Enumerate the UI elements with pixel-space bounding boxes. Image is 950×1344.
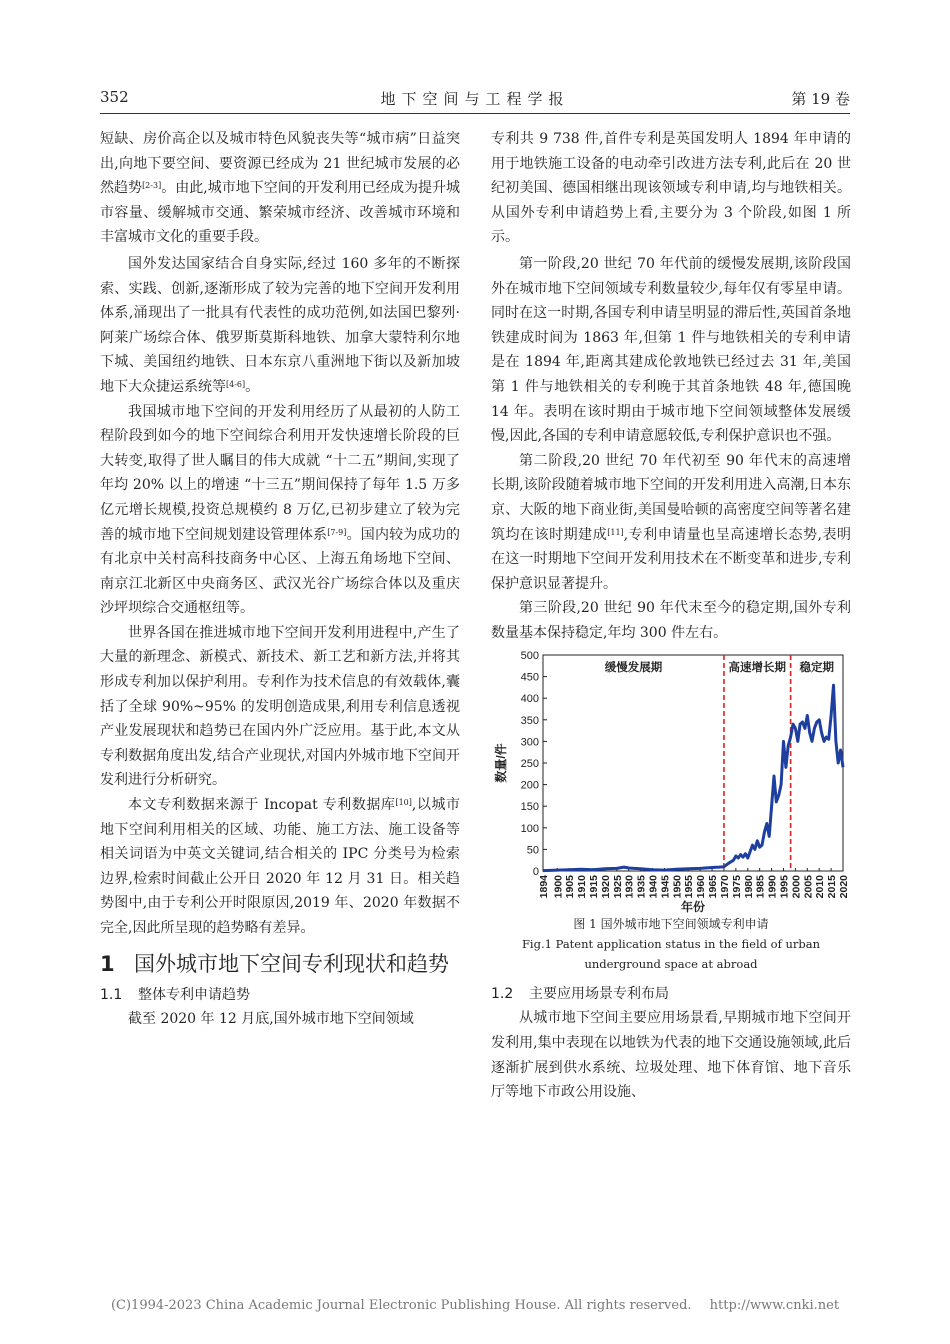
x-tick-label: 1955 xyxy=(683,875,696,899)
x-tick-label: 1990 xyxy=(766,875,779,899)
subsection-title: 整体专利申请趋势 xyxy=(138,986,250,1003)
x-tick-label: 1985 xyxy=(754,875,767,899)
y-axis-label: 数量/件 xyxy=(494,743,508,784)
x-tick-label: 2000 xyxy=(790,875,803,899)
series-line xyxy=(543,686,843,871)
figure-caption-en-2: underground space at abroad xyxy=(584,957,758,972)
y-tick-label: 0 xyxy=(532,866,539,879)
section-heading xyxy=(100,949,460,979)
subsection-title: 主要应用场景专利布局 xyxy=(529,986,669,1003)
citation[interactable]: [7-9] xyxy=(327,527,347,537)
citation[interactable]: [10] xyxy=(395,798,412,808)
citation[interactable]: [2-3] xyxy=(142,181,162,191)
x-tick-label: 1940 xyxy=(647,875,660,899)
journal-title: 地下空间与工程学报 xyxy=(380,90,570,108)
x-tick-label: 1960 xyxy=(695,875,708,899)
phase-label: 稳定期 xyxy=(799,662,835,675)
paragraph: 截至 2020 年 12 月底,国外城市地下空间领域 xyxy=(128,1010,414,1027)
subsection-number: 1.1 xyxy=(100,986,123,1003)
x-tick-label: 1970 xyxy=(718,875,731,899)
x-tick-label: 1950 xyxy=(671,875,684,899)
page-number: 352 xyxy=(100,88,129,106)
x-tick-label: 1900 xyxy=(552,875,565,899)
x-tick-label: 1905 xyxy=(564,875,577,899)
section-title: 国外城市地下空间专利现状和趋势 xyxy=(134,951,449,976)
right-column xyxy=(491,127,851,1105)
y-tick-label: 50 xyxy=(526,844,539,857)
x-tick-label: 1894 xyxy=(538,875,550,899)
subsection-number: 1.2 xyxy=(491,986,514,1003)
x-tick-label: 2010 xyxy=(814,875,827,899)
paragraph: 第二阶段,20 世纪 70 年代初至 90 年代末的高速增长期,该阶段随着城市地下空间的开发利用进入高潮,日本东京、大阪的地下商业街,美国曼哈顿的高密度空间等著名建筑均在该时期建成[11],专利申请量也呈高速增长态势,表明在这一时期地下空间开发利用技术在不断变革和进步,专利保护意识显著提升。 xyxy=(491,452,852,592)
citation[interactable]: [4-6] xyxy=(226,379,246,389)
subsection-heading xyxy=(491,982,851,1006)
patent-trend-chart xyxy=(491,649,851,914)
paragraph: 专利共 9 738 件,首件专利是英国发明人 1894 年申请的用于地铁施工设备的电动牵引改进方法专利,此后在 20 世纪初美国、德国相继出现该领域专利申请,均与地铁相关。从国外专利申请趋势上看,主要分为 3 个阶段,如图 1 所示。 xyxy=(491,131,851,246)
y-tick-label: 400 xyxy=(520,693,539,706)
y-tick-label: 500 xyxy=(520,650,539,663)
x-axis-label: 年份 xyxy=(680,900,706,915)
x-tick-label: 2005 xyxy=(802,875,815,899)
subsection-heading xyxy=(100,983,460,1007)
paragraph: 第一阶段,20 世纪 70 年代前的缓慢发展期,该阶段国外在城市地下空间领域专利数量较少,每年仅有零星申请。同时在这一时期,各国专利申请呈明显的滞后性,英国首条地铁建成时间为 1863 年,但第 1 件与地铁相关的专利申请是在 1894 年,距离其建成伦敦地铁已经过去 31 年,美国第 1 件与地铁相关的专利晚于其首条地铁 48 年,德国晚 14 年。表明在该时期由于城市地下空间领域整体发展缓慢,因此,各国的专利申请意愿较低,专利保护意识也不强。 xyxy=(491,255,851,445)
y-tick-label: 250 xyxy=(520,758,539,771)
x-tick-label: 1975 xyxy=(730,875,743,899)
figure-1 xyxy=(491,649,851,914)
x-tick-label: 1995 xyxy=(778,875,791,899)
x-tick-label: 1920 xyxy=(599,875,612,899)
paragraph: 国外发达国家结合自身实际,经过 160 多年的不断探索、实践、创新,逐渐形成了较为完善的地下空间开发利用体系,涌现出了一批具有代表性的成功范例,如法国巴黎列·阿莱广场综合体、俄罗斯莫斯科地铁、加拿大蒙特利尔地下城、美国纽约地铁、日本东京八重洲地下街以及新加坡地下大众捷运系统等[4-6]。 xyxy=(100,255,460,395)
paragraph: 第三阶段,20 世纪 90 年代末至今的稳定期,国外专利数量基本保持稳定,年均 300 件左右。 xyxy=(491,600,851,641)
y-tick-label: 150 xyxy=(520,801,539,814)
phase-label: 缓慢发展期 xyxy=(604,662,663,675)
y-tick-label: 350 xyxy=(520,715,539,728)
figure-caption-en-1: Fig.1 Patent application status in the field of urban xyxy=(521,937,821,952)
x-tick-label: 1910 xyxy=(576,875,589,899)
paragraph: 本文专利数据来源于 Incopat 专利数据库[10],以城市地下空间利用相关的区域、功能、施工方法、施工设备等相关词语为中英文关键词,结合相关的 IPC 分类号为检索边界,检索时间截止公开日 2020 年 12 月 31 日。相关趋势图中,由于专利公开时限原因,2019 年、2020 年数据不完全,因此所呈现的趋势略有差异。 xyxy=(100,797,460,936)
x-tick-label: 2015 xyxy=(826,875,839,899)
y-tick-label: 300 xyxy=(520,736,539,749)
y-tick-label: 200 xyxy=(520,780,539,793)
left-column xyxy=(100,127,460,1031)
paragraph: 我国城市地下空间的开发利用经历了从最初的人防工程阶段到如今的地下空间综合利用开发快速增长阶段的巨大转变,取得了世人瞩目的伟大成就 “十二五”期间,实现了年均 20% 以上的增速 “十三五”期间保持了每年 1.5 万多亿元增长规模,投资总规模约 8 万亿,已初步建立了较为完善的城市地下空间规划建设管理体系[7-9]。国内较为成功的有北京中关村高科技商务中心区、上海五角场地下空间、南京江北新区中央商务区、武汉光谷广场综合体以及重庆沙坪坝综合交通枢纽等。 xyxy=(100,403,460,617)
x-tick-label: 1945 xyxy=(659,875,672,899)
paragraph: 短缺、房价高企以及城市特色风貌丧失等“城市病”日益突出,向地下要空间、要资源已经成为 21 世纪城市发展的必然趋势[2-3]。由此,城市地下空间的开发利用已经成为提升城市容量、缓解城市交通、繁荣城市经济、改善城市环境和丰富城市文化的重要手段。 xyxy=(100,131,461,246)
x-tick-label: 1935 xyxy=(635,875,648,899)
y-tick-label: 100 xyxy=(520,823,539,836)
x-tick-label: 1930 xyxy=(623,875,636,899)
running-header xyxy=(100,88,850,112)
paragraph: 从城市地下空间主要应用场景看,早期城市地下空间开发利用,集中表现在以地铁为代表的地下交通设施领域,此后逐渐扩展到供水系统、垃圾处理、地下体育馆、地下音乐厅等地下市政公用设施、 xyxy=(491,1010,851,1101)
citation[interactable]: [11] xyxy=(607,527,624,537)
paragraph: 世界各国在推进城市地下空间开发利用进程中,产生了大量的新理念、新模式、新技术、新工艺和新方法,并将其形成专利加以保护利用。专利作为技术信息的有效载体,囊括了全球 90%~95% 的发明创造成果,利用专利信息透视产业发展现状和趋势已在国内外广泛应用。基于此,本文从专利数据角度出发,结合产业现状,对国内外城市地下空间开发利进行分析研究。 xyxy=(100,624,460,789)
x-tick-label: 1915 xyxy=(588,875,600,899)
copyright-footer xyxy=(0,1298,950,1313)
plot-frame xyxy=(543,655,843,871)
y-tick-label: 450 xyxy=(520,672,539,685)
volume-label: 第 19 卷 xyxy=(791,90,850,108)
figure-caption-cn: 图 1 国外城市地下空间领域专利申请 xyxy=(573,917,769,932)
copyright-text: (C)1994-2023 China Academic Journal Electronic Publishing House. All rights reserved. xyxy=(110,1298,692,1313)
header-rule xyxy=(100,113,850,114)
section-number: 1 xyxy=(100,951,115,976)
x-tick-label: 1980 xyxy=(742,875,755,899)
cnki-link[interactable]: http://www.cnki.net xyxy=(709,1298,840,1313)
x-tick-label: 2020 xyxy=(838,875,850,899)
phase-label: 高速增长期 xyxy=(728,662,787,675)
x-tick-label: 1965 xyxy=(707,875,720,899)
x-tick-label: 1925 xyxy=(611,875,624,899)
